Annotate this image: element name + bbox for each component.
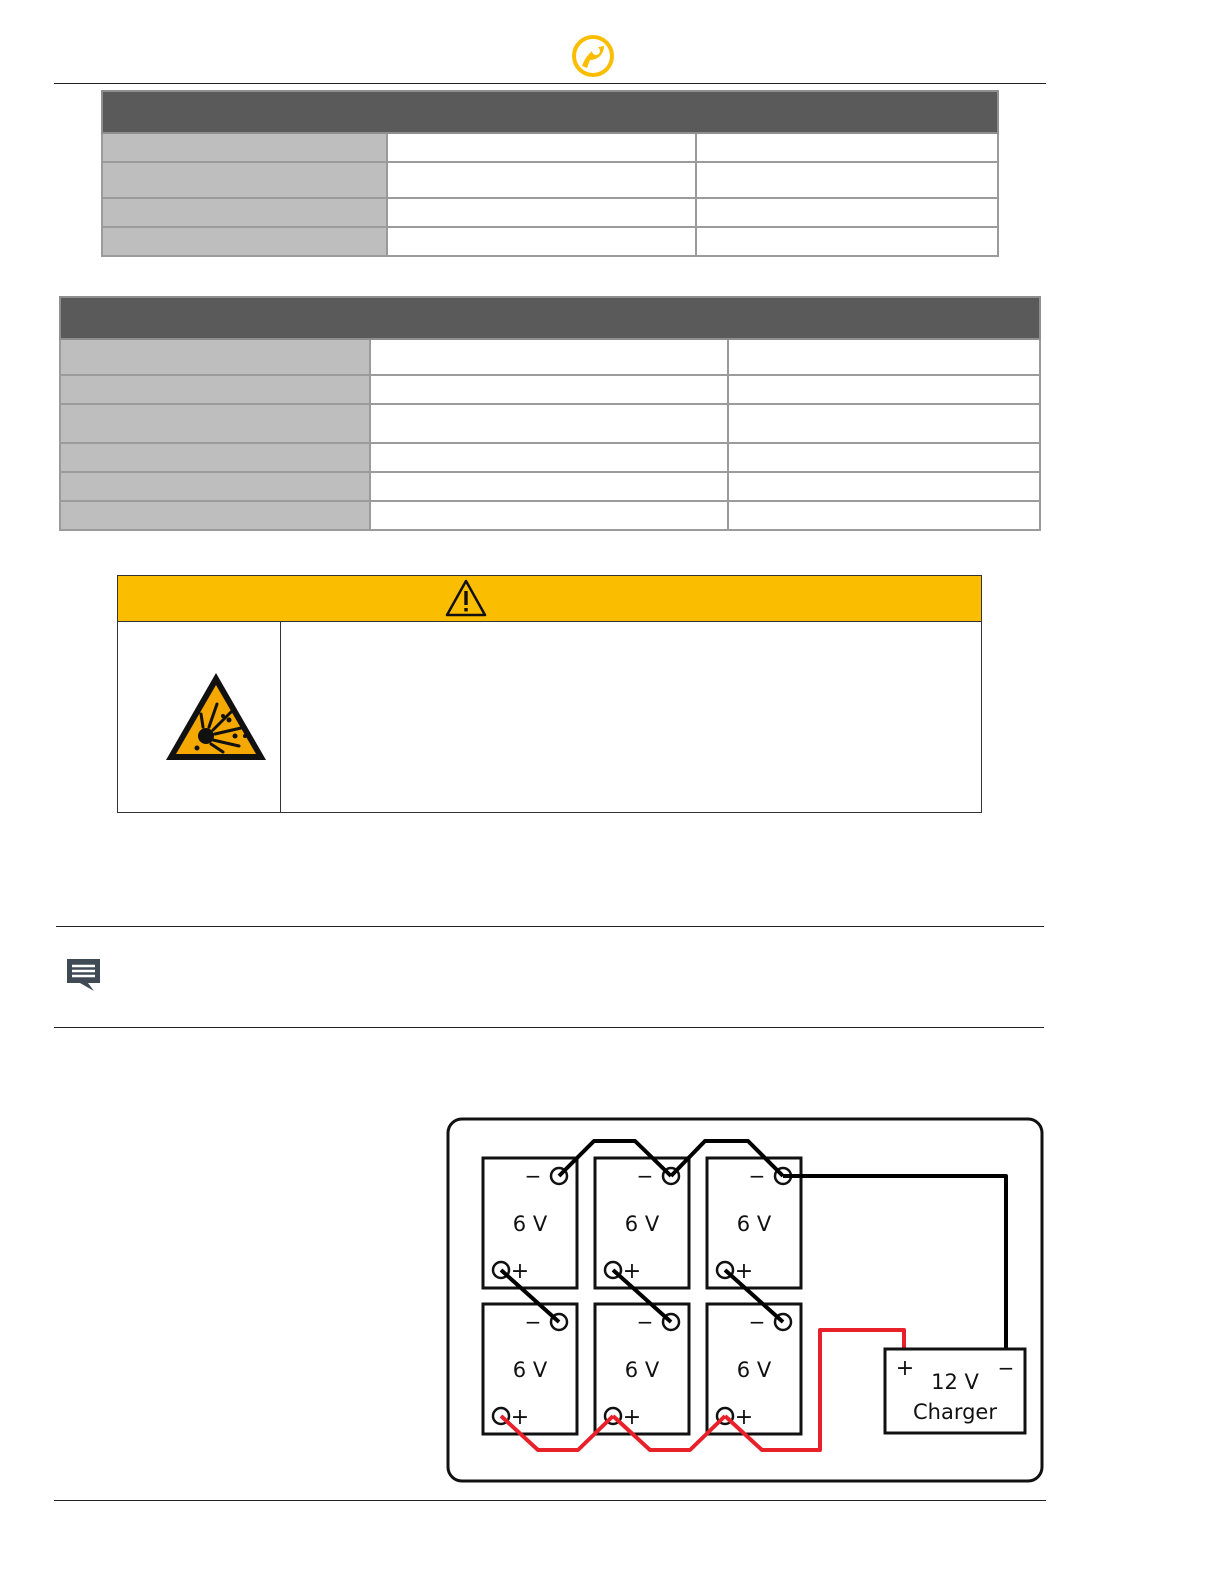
table-cell bbox=[387, 162, 696, 198]
table-cell bbox=[728, 501, 1040, 530]
table-cell bbox=[696, 198, 998, 227]
table-cell bbox=[728, 443, 1040, 472]
warning-triangle-icon bbox=[445, 579, 487, 617]
table-cell bbox=[728, 472, 1040, 501]
table-cell bbox=[60, 443, 370, 472]
table-cell bbox=[102, 162, 387, 198]
table-cell bbox=[60, 404, 370, 443]
note-bottom-rule bbox=[54, 1027, 1044, 1028]
table-cell bbox=[728, 375, 1040, 404]
footer-rule bbox=[54, 1500, 1046, 1501]
positive-sign: + bbox=[622, 1405, 642, 1430]
positive-sign: + bbox=[510, 1259, 530, 1284]
battery-voltage-label: 6 V bbox=[624, 1358, 660, 1382]
table-cell bbox=[370, 404, 728, 443]
table-cell bbox=[102, 198, 387, 227]
battery-voltage-label: 6 V bbox=[736, 1212, 772, 1236]
negative-sign: − bbox=[636, 1310, 654, 1334]
positive-sign: + bbox=[734, 1405, 754, 1430]
explosion-hazard-icon bbox=[163, 670, 269, 764]
charger-voltage-label: 12 V bbox=[931, 1370, 979, 1394]
warning-box bbox=[117, 575, 982, 813]
table-cell bbox=[102, 227, 387, 256]
charger bbox=[885, 1349, 1025, 1433]
table-cell bbox=[696, 162, 998, 198]
spec-table-1 bbox=[101, 90, 999, 257]
table-cell bbox=[696, 133, 998, 162]
header-rule bbox=[54, 83, 1046, 84]
battery-voltage-label: 6 V bbox=[512, 1212, 548, 1236]
negative-sign: − bbox=[524, 1310, 542, 1334]
table-cell bbox=[370, 339, 728, 375]
negative-sign: − bbox=[636, 1164, 654, 1188]
battery-wiring-diagram bbox=[446, 1117, 1044, 1483]
table-cell bbox=[102, 133, 387, 162]
table-cell bbox=[370, 501, 728, 530]
table-cell bbox=[387, 133, 696, 162]
note-icon bbox=[66, 958, 102, 997]
table-cell bbox=[370, 375, 728, 404]
table-cell bbox=[696, 227, 998, 256]
positive-sign: + bbox=[734, 1259, 754, 1284]
table-cell bbox=[728, 404, 1040, 443]
table-cell bbox=[60, 375, 370, 404]
table-cell bbox=[60, 339, 370, 375]
brand-logo-icon bbox=[570, 33, 616, 79]
battery bbox=[595, 1304, 689, 1434]
table-cell bbox=[60, 472, 370, 501]
battery bbox=[707, 1304, 801, 1434]
warning-header bbox=[118, 576, 981, 622]
warning-icon-cell bbox=[118, 622, 281, 812]
table-cell bbox=[60, 501, 370, 530]
charger-label: Charger bbox=[913, 1400, 997, 1424]
table-header bbox=[60, 297, 1040, 339]
table-cell bbox=[370, 472, 728, 501]
charger-negative-sign: − bbox=[997, 1356, 1015, 1380]
table-header bbox=[102, 91, 998, 133]
negative-sign: − bbox=[524, 1164, 542, 1188]
battery bbox=[483, 1158, 577, 1288]
battery-voltage-label: 6 V bbox=[512, 1358, 548, 1382]
negative-sign: − bbox=[748, 1310, 766, 1334]
battery-voltage-label: 6 V bbox=[736, 1358, 772, 1382]
battery bbox=[595, 1158, 689, 1288]
table-cell bbox=[370, 443, 728, 472]
positive-sign: + bbox=[622, 1259, 642, 1284]
table-cell bbox=[387, 227, 696, 256]
spec-table-2 bbox=[59, 296, 1041, 531]
battery bbox=[483, 1304, 577, 1434]
note-top-rule bbox=[56, 926, 1044, 927]
charger-positive-sign: + bbox=[895, 1356, 915, 1381]
battery-voltage-label: 6 V bbox=[624, 1212, 660, 1236]
negative-sign: − bbox=[748, 1164, 766, 1188]
positive-sign: + bbox=[510, 1405, 530, 1430]
table-cell bbox=[387, 198, 696, 227]
table-cell bbox=[728, 339, 1040, 375]
